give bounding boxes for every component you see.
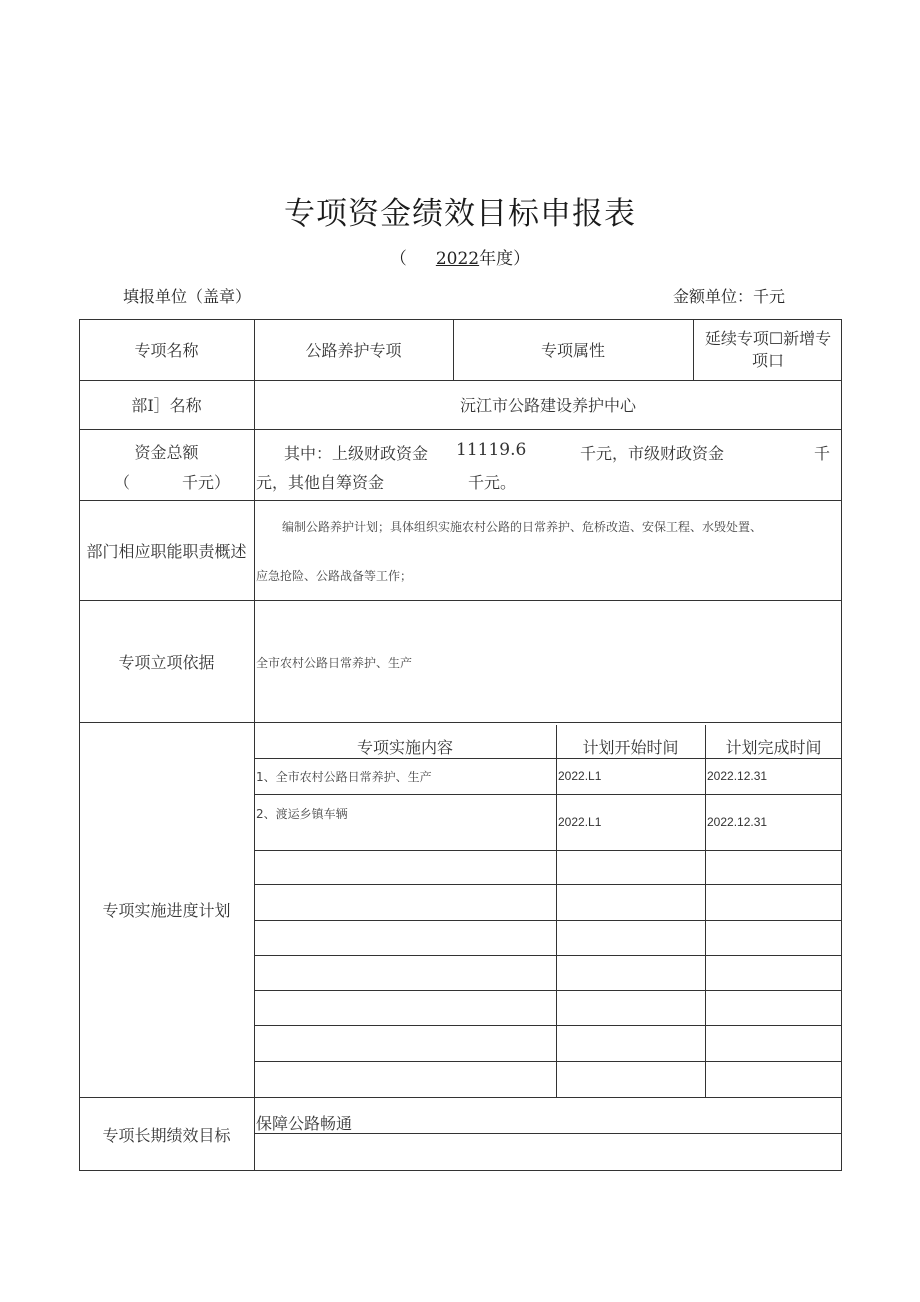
funds-label-line1: 资金总额	[134, 443, 199, 462]
funds-label-open: （	[114, 473, 131, 492]
funds-line1-a: 其中：上级财政资金	[284, 444, 429, 463]
duties-line1: 编制公路养护计划；具体组织实施农村公路的日常养护、危桥改造、安保工程、水毁处置、	[282, 520, 763, 534]
dept-name-label: 部I］名称	[131, 396, 202, 415]
schedule-header-end: 计划完成时间	[725, 737, 822, 757]
form-title: 专项资金绩效目标申报表	[284, 196, 636, 232]
project-attr-value: 延续专项☐新增专项口	[704, 328, 832, 370]
project-attr-label: 专项属性	[540, 341, 605, 360]
year-suffix: 年度）	[479, 249, 531, 269]
funds-label	[79, 429, 254, 500]
dept-name-value: 沅江市公路建设养护中心	[459, 396, 636, 415]
schedule-row-2-start: 2022.L1	[558, 815, 602, 829]
duties-line2: 应急抢险、公路战备等工作；	[256, 569, 413, 583]
schedule-header-content: 专项实施内容	[356, 737, 453, 757]
schedule-row-1-start: 2022.L1	[558, 769, 602, 783]
funds-detail	[254, 429, 842, 500]
basis-label: 专项立项依据	[118, 652, 215, 672]
amount-unit-label: 金额单位：千元	[673, 287, 786, 306]
funds-line1-c: 千	[814, 444, 831, 463]
project-name-value: 公路养护专项	[305, 341, 402, 360]
long-target-value: 保障公路畅通	[256, 1114, 353, 1133]
year-value: 2022	[435, 249, 480, 269]
schedule-row-2-content: 2、渡运乡镇车辆	[256, 807, 348, 821]
duties-label: 部门相应职能职责概述	[86, 541, 247, 561]
duties-text	[254, 500, 842, 600]
funds-line2-b: 千元。	[468, 473, 517, 492]
funds-label-close: 千元）	[182, 473, 231, 492]
form-year	[0, 244, 920, 269]
project-name-label: 专项名称	[134, 341, 199, 360]
schedule-row-1-content: 1、全市农村公路日常养护、生产	[256, 770, 432, 784]
long-target-label: 专项长期绩效目标	[102, 1125, 231, 1145]
schedule-label: 专项实施进度计划	[102, 901, 231, 920]
schedule-row-1-end: 2022.12.31	[707, 769, 768, 783]
schedule-row-2-end: 2022.12.31	[707, 815, 768, 829]
fill-unit-label: 填报单位（盖章）	[123, 287, 252, 306]
funds-line1-b: 千元，市级财政资金	[580, 444, 725, 463]
schedule-header-start: 计划开始时间	[582, 737, 679, 757]
funds-line2-a: 元，其他自筹资金	[256, 473, 385, 492]
year-open: （	[389, 249, 407, 269]
basis-value: 全市农村公路日常养护、生产	[256, 656, 413, 670]
funds-line1-amount: 11119.6	[456, 440, 527, 460]
